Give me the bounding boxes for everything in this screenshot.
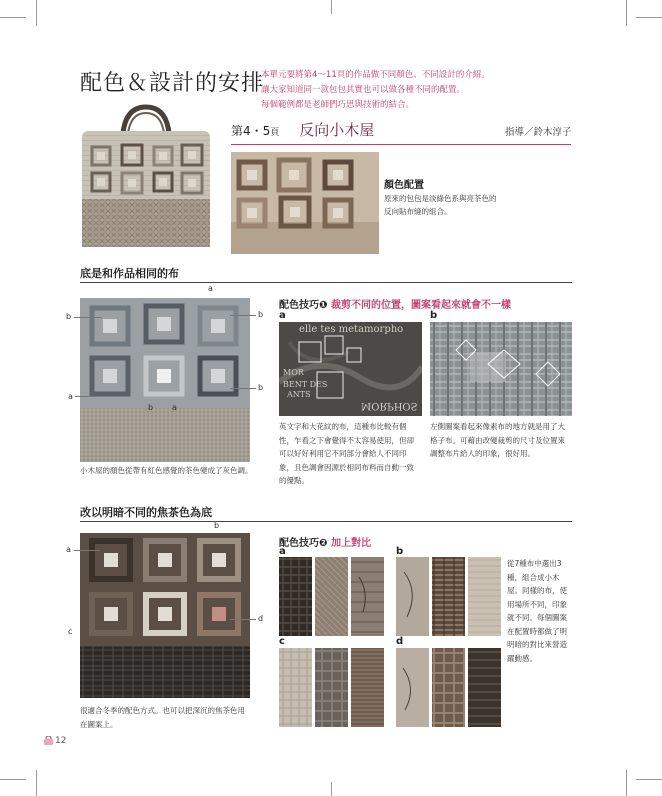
page-number: 12 <box>55 736 67 746</box>
leader-line <box>75 396 95 397</box>
section1-photo <box>80 298 250 462</box>
tip2-side-text: 從7種布中選出3 種，組合成小木 屋。同樣的布，使 用場所不同，印象 就不同。每個圖案 在配置時都做了明 明暗的對比來營造 躍動感。 <box>507 559 567 663</box>
project-title: 反向小木屋 <box>299 121 375 139</box>
fabric-swatches-cd <box>279 648 501 728</box>
label-b: b <box>258 310 264 319</box>
tip1-caption-a: 英文字和大花紋的布，這種布比較有個 性，乍看之下會覺得不太容易使用，但卻 可以好好利用它不同部分會給人不同印 象，且色調會因源於相同布料而自動一致 的優點。 <box>279 422 414 485</box>
tip2-title: 配色技巧❷ 加上對比 <box>279 538 371 549</box>
tip1-caption-b: 左側圖案看起來像素布的地方就是用了大 格子布。可藉由改變裁剪的尺寸及位置來 調整布片給人的印象，很好用。 <box>430 422 565 458</box>
leader-line <box>230 388 256 389</box>
tip1-photo-b <box>430 322 572 416</box>
divider <box>231 144 571 145</box>
leader-line <box>74 317 102 318</box>
tip2-label-b: b <box>396 546 404 557</box>
section2-title: 改以明暗不同的焦茶色為底 <box>80 506 212 519</box>
label-c: c <box>68 627 73 636</box>
color-config-desc: 原來的包包是淡綠色系與亮茶色的 反向貼布縫的組合。 <box>384 194 497 216</box>
page-title: 配色＆設計的安排 <box>80 71 265 96</box>
tip1-title: 配色技巧❶ 裁剪不同的位置，圖案看起來就會不一樣 <box>279 300 511 311</box>
label-a: a <box>208 284 213 293</box>
guide-credit: 指導／鈴木淳子 <box>505 127 572 138</box>
label-b: b <box>148 403 154 412</box>
crop-mark <box>331 0 332 14</box>
section1-caption: 小木屋的顏色從帶有紅色感覺的茶色變成了灰色調。 <box>80 466 253 475</box>
intro-text: 本單元要將第4～11頁的作品做不同顏色、不同設計的介紹。 讓大家知道同一款包包其實也可以做各種不同的配置。 每個範例都是老師們巧思與技術的結合。 <box>261 70 490 110</box>
crop-mark <box>636 779 662 780</box>
label-b: b <box>258 383 264 392</box>
crop-mark <box>36 0 37 26</box>
section-divider <box>80 521 572 522</box>
section1-title: 底是和作品相同的布 <box>80 267 179 280</box>
section2-photo <box>80 533 250 698</box>
leader-line <box>230 619 256 620</box>
tip1-label-b: b <box>430 310 438 321</box>
project-header: 第4・5頁 反向小木屋 <box>231 121 375 139</box>
crop-mark <box>636 17 662 18</box>
label-a: a <box>68 392 73 401</box>
bag-icon <box>43 736 54 745</box>
crop-mark <box>0 779 26 780</box>
tip1-photo-a: elle tes metamorpho MOR BENT DES ANTS MORPHOS <box>279 322 422 416</box>
label-a: a <box>172 403 177 412</box>
crop-mark <box>331 782 332 796</box>
crop-mark <box>0 17 26 18</box>
label-a: a <box>66 545 71 554</box>
tip1-label-a: a <box>279 310 286 321</box>
section-divider <box>80 282 572 283</box>
tip2-label-c: c <box>279 636 285 647</box>
tip2-label-d: d <box>396 636 404 647</box>
leader-line <box>230 315 256 316</box>
bag-photo <box>78 103 214 250</box>
original-closeup-photo <box>231 152 379 254</box>
color-config-title: 顏色配置 <box>384 180 424 191</box>
label-b: b <box>66 312 72 321</box>
leader-line <box>74 550 100 551</box>
crop-mark <box>626 770 627 796</box>
section2-caption: 很適合冬季的配色方式。也可以把深沉的焦茶色用 在圖案上。 <box>80 706 245 729</box>
tip2-label-a: a <box>279 546 286 557</box>
crop-mark <box>36 770 37 796</box>
crop-mark <box>626 0 627 26</box>
fabric-swatches-ab <box>279 557 501 637</box>
label-d: d <box>258 614 264 623</box>
label-b: b <box>214 521 220 530</box>
